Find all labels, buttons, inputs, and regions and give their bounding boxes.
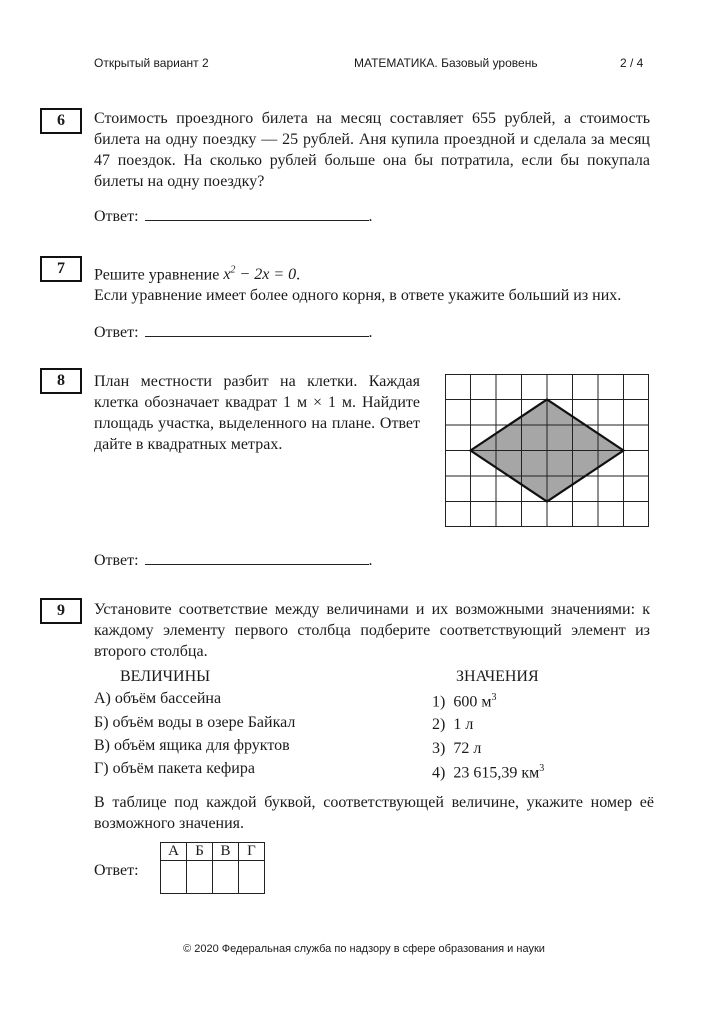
task-6-text: Стоимость проездного билета на месяц составляет 655 рублей, а стоимость билета на одну поездку — 25 рублей. Аня купила проездной и сделала за месяц 47 поездок. На сколько рублей больше она бы потратила, если бы покупала билеты на одну поездку? [94,110,650,190]
header-subject: МАТЕМАТИКА. Базовый уровень [354,56,538,70]
task-8-answer: Ответ: . [94,552,373,569]
task-9-quantities-title: ВЕЛИЧИНЫ [120,668,211,685]
answer-cell-b[interactable] [187,861,213,894]
task-6-answer-label: Ответ: [94,208,139,225]
quantity-v: В) объём ящика для фруктов [94,737,290,754]
value-3: 3) 72 л [432,740,482,757]
value-4: 4) 23 615,39 $км^3$ [432,763,545,782]
answer-cell-v[interactable] [213,861,239,894]
value-2: 2) 1 л [432,716,474,733]
task-8-text: План местности разбит на клетки. Каждая клетка обозначает квадрат 1 м × 1 м. Найдите площадь участка, выделенного на плане. Ответ дайте в квадратных метрах. [94,373,420,453]
answer-header-v: В [213,843,239,861]
answer-cell-g[interactable] [239,861,265,894]
task-6-answer-line[interactable] [145,206,369,221]
plan-grid-figure [445,374,649,527]
task-7-body: Решите уравнение $x^2 - 2x = 0$. Если уравнение имеет более одного корня, в ответе укажите больший из них. [94,265,622,305]
header-page-number: 2 / 4 [620,56,644,70]
task-9-answer-label: Ответ: [94,862,139,879]
task-8-answer-line[interactable] [145,550,369,565]
task-7-answer-line[interactable] [145,322,369,337]
task-7-answer: Ответ: . [94,324,373,341]
task-9-number: 9 [40,598,82,624]
footer-copyright: © 2020 Федеральная служба по надзору в сфере образования и науки [183,943,545,955]
task-6-answer: Ответ: . [94,208,373,225]
quantity-g: Г) объём пакета кефира [94,760,255,777]
quantity-b: Б) объём воды в озере Байкал [94,714,296,731]
task-7-number: 7 [40,256,82,282]
task-7-intro: Решите уравнение [94,266,220,284]
task-7-answer-label: Ответ: [94,324,139,341]
quantity-a: А) объём бассейна [94,690,222,707]
task-7-text: Если уравнение имеет более одного корня, в ответе укажите больший из них. [94,287,622,305]
answer-cell-a[interactable] [161,861,187,894]
task-7-equation: $x^2 - 2x = 0$ [223,265,297,284]
task-8-number: 8 [40,368,82,394]
answer-header-b: Б [187,843,213,861]
task-9-answer-table [160,842,265,894]
task-9-text: Установите соответствие между величинами и их возможными значениями: к каждому элементу первого столбца подберите соответствующий элемент из второго столбца. [94,601,650,660]
header-variant: Открытый вариант 2 [94,56,209,70]
answer-header-a: А [161,843,187,861]
task-6-number: 6 [40,108,82,134]
task-8-answer-label: Ответ: [94,552,139,569]
value-1: 1) 600 $м^3$ [432,692,497,711]
task-9-values-title: ЗНАЧЕНИЯ [456,668,539,685]
answer-header-g: Г [239,843,265,861]
task-9-instruction: В таблице под каждой буквой, соответствующей величине, укажите номер её возможного значения. [94,794,654,832]
